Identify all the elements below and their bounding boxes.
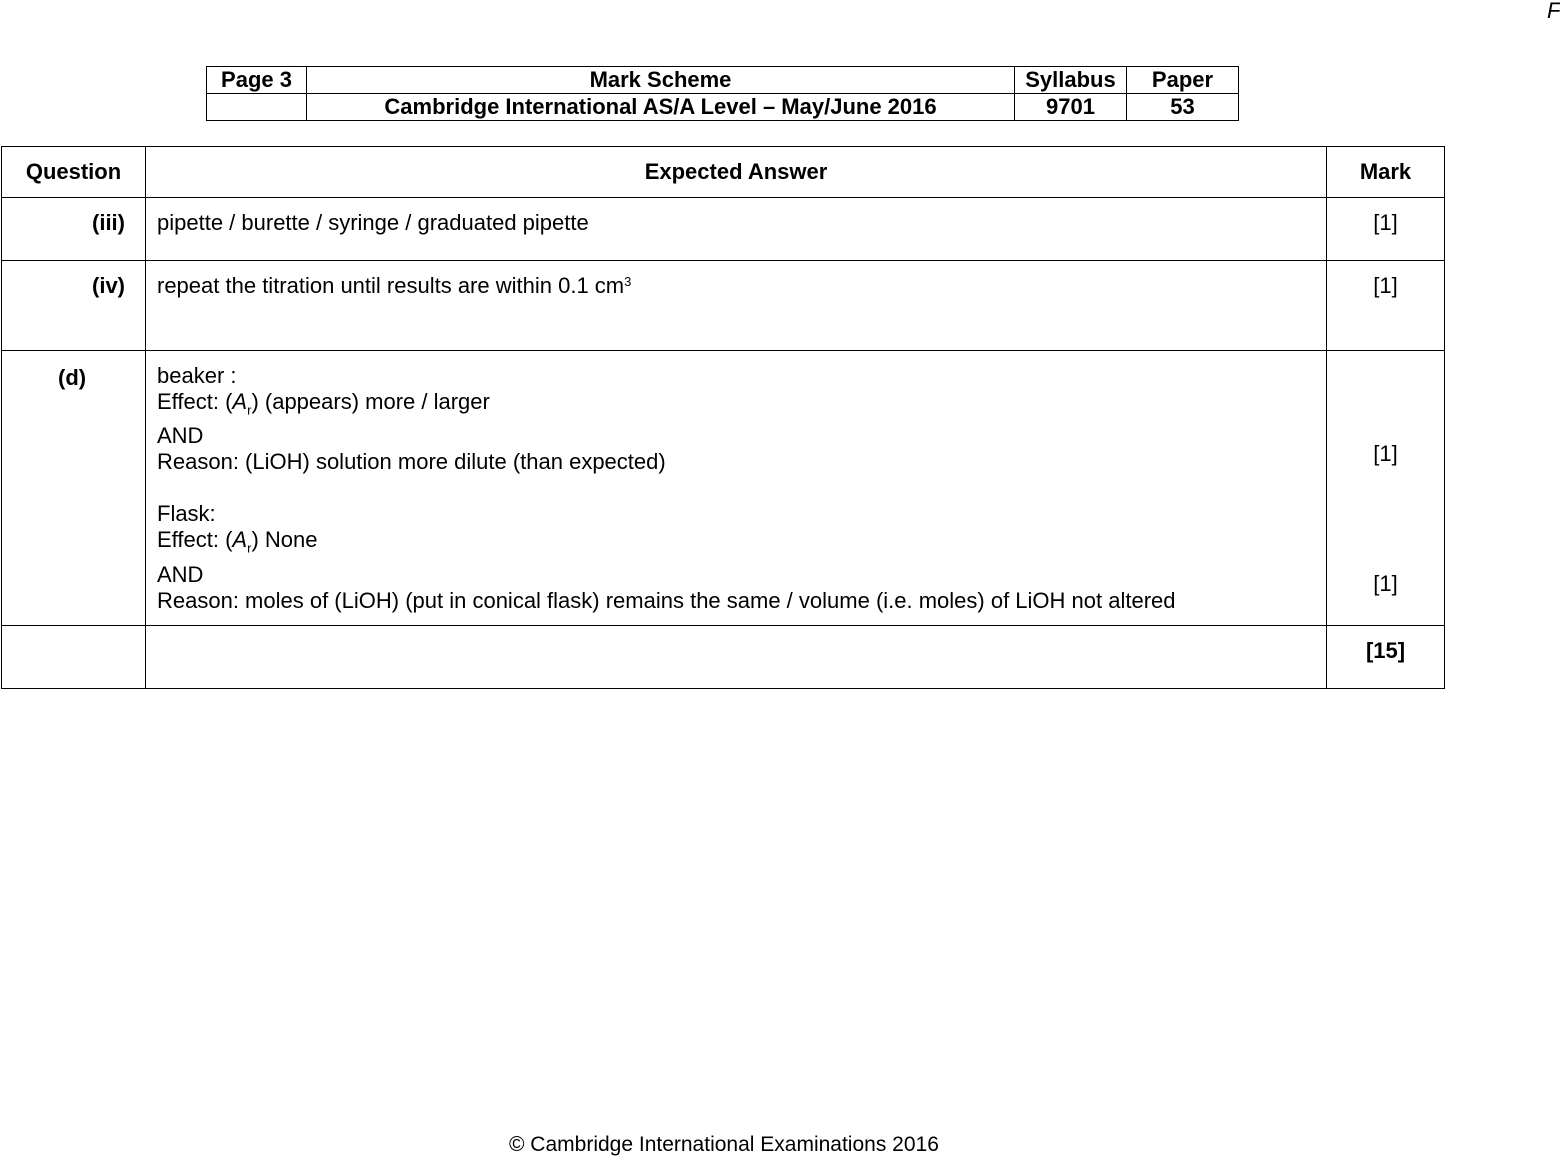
column-header-question: Question [2, 147, 146, 198]
page-label: Page 3 [207, 67, 307, 94]
spacer [157, 475, 1326, 501]
empty-cell [2, 626, 146, 689]
header-row-2 [207, 94, 1239, 121]
table-row-total [2, 626, 1445, 689]
mark-scheme-table [1, 146, 1445, 689]
subscript-r: r [247, 402, 252, 418]
expected-answer [146, 261, 1327, 351]
subscript-r: r [247, 540, 252, 556]
flask-effect [157, 527, 1326, 561]
header-table [206, 66, 1239, 121]
syllabus-value: 9701 [1015, 94, 1127, 121]
corner-page-mark: F [1547, 0, 1560, 23]
table-header-row [2, 147, 1445, 198]
column-header-expected-answer: Expected Answer [146, 147, 1327, 198]
mark-value: [1] [1327, 261, 1445, 351]
total-mark: [15] [1327, 626, 1445, 689]
question-number: (iii) [2, 198, 146, 261]
effect-prefix: Effect: ( [157, 527, 233, 553]
question-number: (d) [2, 351, 146, 626]
effect-suffix: ) (appears) more / larger [251, 389, 490, 414]
flask-and: AND [157, 561, 204, 587]
mark-value: [1] [1373, 571, 1398, 596]
beaker-reason: Reason: (LiOH) solution more dilute (than expected) [157, 449, 666, 475]
header-subtitle: Cambridge International AS/A Level – May/June 2016 [307, 94, 1015, 121]
mark-value: [1] [1327, 198, 1445, 261]
spacer [1327, 363, 1444, 441]
answer-text: repeat the titration until results are within 0.1 cm [157, 273, 625, 298]
beaker-effect [157, 389, 1326, 423]
empty-cell [146, 626, 1327, 689]
symbol-a: A [232, 389, 248, 414]
effect-suffix: ) None [251, 527, 318, 553]
header-empty-cell [207, 94, 307, 121]
mark-value: [1] [1373, 441, 1398, 466]
question-number: (iv) [2, 261, 146, 351]
paper-value: 53 [1127, 94, 1239, 121]
superscript-exponent: 3 [624, 274, 632, 289]
paper-label: Paper [1127, 67, 1239, 94]
header-row-1 [207, 67, 1239, 94]
beaker-heading: beaker : [157, 363, 237, 388]
flask-heading: Flask: [157, 501, 216, 527]
table-row [2, 261, 1445, 351]
table-row [2, 198, 1445, 261]
effect-prefix: Effect: ( [157, 389, 233, 414]
beaker-and: AND [157, 423, 204, 449]
syllabus-label: Syllabus [1015, 67, 1127, 94]
expected-answer: pipette / burette / syringe / graduated pipette [146, 198, 1327, 261]
copyright-footer: © Cambridge International Examinations 2016 [509, 1133, 939, 1156]
expected-answer [146, 351, 1327, 626]
flask-reason: Reason: moles of (LiOH) (put in conical flask) remains the same / volume (i.e. moles) of LiOH not altered [157, 587, 1176, 613]
table-row [2, 351, 1445, 626]
mark-column [1327, 351, 1445, 626]
symbol-a: A [232, 527, 248, 553]
spacer [1327, 467, 1444, 571]
column-header-mark: Mark [1327, 147, 1445, 198]
header-title: Mark Scheme [307, 67, 1015, 94]
